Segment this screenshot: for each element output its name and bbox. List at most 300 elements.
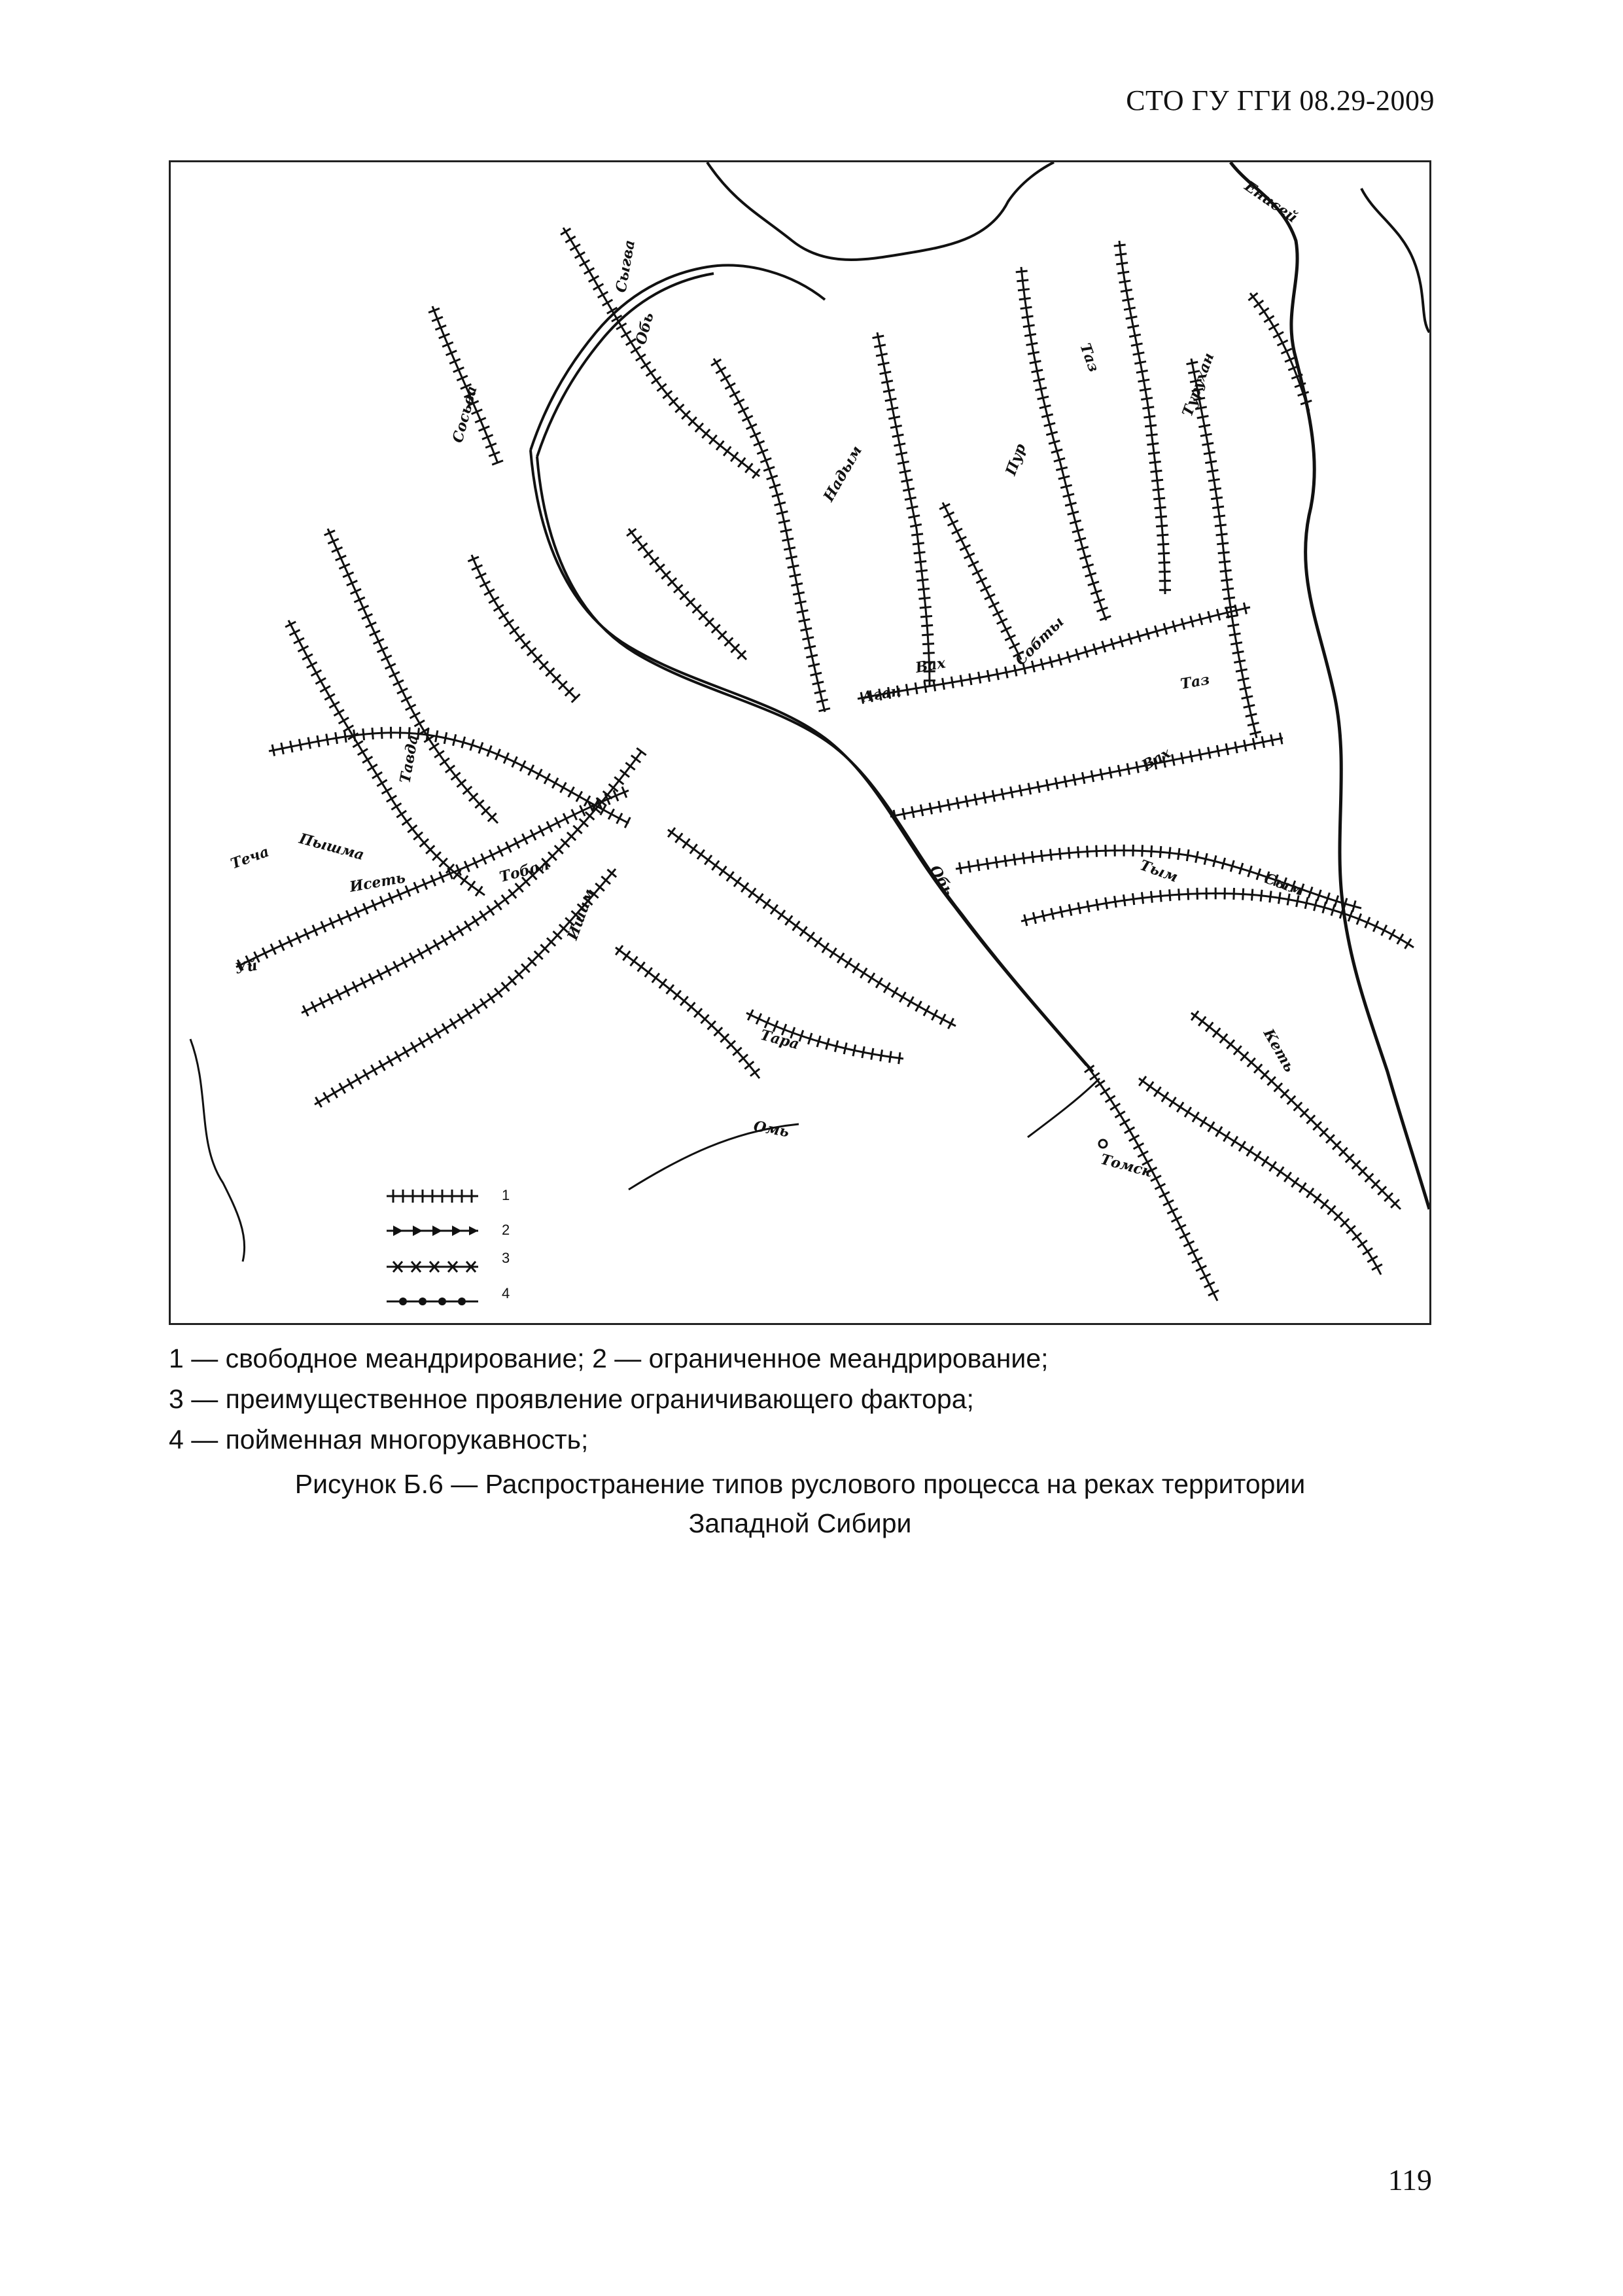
river-tick-mark bbox=[793, 592, 805, 595]
river-tick-mark bbox=[434, 940, 440, 950]
river-tick-mark bbox=[860, 968, 867, 978]
legend-item-1 bbox=[387, 1187, 510, 1203]
river-tick-mark bbox=[1162, 1092, 1168, 1102]
river-tick-mark bbox=[1204, 853, 1207, 865]
river-tick-mark bbox=[1208, 747, 1211, 759]
river-tick-mark bbox=[465, 1009, 472, 1019]
river-tick-mark bbox=[652, 377, 661, 384]
river-tick-mark bbox=[986, 858, 988, 870]
label-pur: Пур bbox=[1002, 441, 1030, 478]
river-tick-mark bbox=[906, 684, 908, 696]
river-tick-mark bbox=[1217, 609, 1219, 620]
label-tomsk: Томск bbox=[1098, 1150, 1154, 1181]
river-tick-mark bbox=[1019, 298, 1031, 299]
river-tick-mark bbox=[1254, 300, 1263, 308]
river-tick-mark bbox=[905, 497, 916, 500]
figure-caption-line-2: Западной Сибири bbox=[688, 1508, 912, 1538]
river-tick-mark bbox=[1278, 892, 1280, 904]
river-tick-mark bbox=[504, 620, 514, 626]
river-tick-mark bbox=[1240, 687, 1251, 690]
river-tick-mark bbox=[1142, 892, 1143, 904]
river-tick-mark bbox=[641, 362, 651, 368]
river-tick-mark bbox=[411, 1042, 417, 1053]
river-tick-mark bbox=[756, 894, 763, 903]
river-tick-mark bbox=[968, 861, 970, 873]
river-tick-mark bbox=[1124, 308, 1136, 309]
river-tick-mark bbox=[720, 375, 731, 381]
river-tick-mark bbox=[377, 780, 387, 786]
river-tick-mark bbox=[741, 883, 748, 892]
river-tick-mark bbox=[1106, 897, 1108, 909]
river-tick-mark bbox=[345, 731, 347, 743]
river-tick-mark bbox=[1042, 910, 1045, 922]
river-tick-mark bbox=[1357, 1241, 1367, 1248]
river-tick-mark bbox=[1039, 406, 1051, 408]
river-tick-mark bbox=[880, 372, 892, 374]
river-tick-mark bbox=[795, 601, 807, 604]
river-tick-mark bbox=[1011, 786, 1013, 798]
river-tick-mark bbox=[317, 735, 319, 747]
river-tick-mark bbox=[1087, 900, 1089, 912]
river-tick-mark bbox=[1106, 1096, 1115, 1103]
label-ob-mid: Обь bbox=[926, 862, 958, 899]
legend-caption-line-1: 1 — свободное меандрирование; 2 — ограниченное меандрирование; bbox=[169, 1343, 1049, 1373]
river-tick-mark bbox=[1153, 489, 1164, 490]
river-tick-mark bbox=[853, 1045, 856, 1057]
river-tick-mark bbox=[489, 597, 498, 603]
river-tick-mark bbox=[1016, 271, 1028, 272]
river-tick-mark bbox=[1219, 561, 1230, 563]
river-tick-mark bbox=[336, 732, 338, 744]
river-map-figure bbox=[169, 160, 1431, 1325]
river-tick-mark bbox=[790, 574, 801, 577]
river-tick-mark bbox=[1363, 1248, 1372, 1255]
river-tick-mark bbox=[1159, 562, 1170, 563]
river-tick-mark bbox=[683, 839, 690, 848]
river-tick-mark bbox=[881, 381, 893, 383]
river-tick-mark bbox=[1014, 854, 1016, 866]
label-tym: Тым bbox=[1137, 857, 1180, 887]
river-tick-mark bbox=[734, 877, 741, 887]
river-tick-mark bbox=[1235, 605, 1238, 616]
river-tick-mark bbox=[920, 616, 932, 617]
river-tick-mark bbox=[1005, 667, 1008, 679]
label-sosva: Сосьва bbox=[449, 384, 481, 445]
river-tick-mark bbox=[915, 682, 917, 694]
river-tick-mark bbox=[637, 748, 646, 755]
river-tick-mark bbox=[1211, 497, 1223, 499]
river-tick-mark bbox=[806, 655, 818, 658]
river-tick-mark bbox=[1197, 416, 1209, 418]
river-tick-mark bbox=[1056, 467, 1067, 470]
river-tick-mark bbox=[570, 244, 580, 250]
river-tick-mark bbox=[907, 506, 918, 509]
river-tick-mark bbox=[1023, 325, 1035, 327]
river-labels bbox=[228, 177, 1305, 1181]
river-tick-mark bbox=[402, 818, 411, 825]
river-tick-mark bbox=[876, 354, 888, 357]
river-tick-mark bbox=[1217, 745, 1219, 757]
river-tick-mark bbox=[908, 516, 920, 518]
river-tick-mark bbox=[1068, 847, 1070, 859]
river-tick-mark bbox=[1078, 902, 1081, 914]
river-tick-mark bbox=[1199, 749, 1202, 760]
river-tick-mark bbox=[371, 1065, 377, 1076]
river-tick-mark bbox=[1284, 1172, 1291, 1182]
river-tick-mark bbox=[623, 951, 630, 960]
river-tick-mark bbox=[633, 536, 642, 543]
river-tick-mark bbox=[453, 734, 456, 745]
river-tick-mark bbox=[561, 228, 570, 234]
river-tick-mark bbox=[419, 1038, 425, 1048]
river-tick-mark bbox=[1141, 398, 1153, 400]
river-tick-mark bbox=[1248, 723, 1259, 726]
label-tara: Тара bbox=[758, 1026, 801, 1053]
river-tick-mark bbox=[1226, 743, 1229, 755]
river-tick-mark bbox=[1148, 452, 1160, 453]
river-tick-mark bbox=[1270, 891, 1271, 903]
river-tick-mark bbox=[1277, 1167, 1283, 1176]
river-tick-mark bbox=[896, 453, 907, 455]
river-tick-mark bbox=[979, 672, 981, 684]
restricted-meandering-rivers bbox=[190, 1039, 1100, 1262]
river-tick-mark bbox=[960, 675, 962, 687]
legend-item-4 bbox=[387, 1285, 510, 1305]
river-tick-mark bbox=[885, 398, 897, 401]
river-tick-mark bbox=[1239, 1141, 1246, 1151]
river-tick-mark bbox=[347, 1078, 353, 1089]
river-tick-mark bbox=[575, 252, 585, 258]
river-tick-mark bbox=[580, 260, 590, 266]
river-tick-mark bbox=[727, 872, 734, 881]
river-tick-mark bbox=[808, 664, 820, 667]
river-tick-mark bbox=[956, 798, 959, 809]
label-ishim: Ишим bbox=[564, 887, 599, 943]
river-tick-mark bbox=[320, 686, 330, 692]
legend-captions bbox=[169, 1338, 1431, 1460]
river-tick-mark bbox=[716, 367, 725, 373]
river-tick-mark bbox=[791, 584, 803, 586]
river-tick-mark bbox=[1170, 1097, 1176, 1107]
river-tick-mark bbox=[947, 799, 950, 811]
river-tick-mark bbox=[1060, 906, 1062, 918]
river-tick-mark bbox=[1041, 850, 1042, 862]
map-legend bbox=[387, 1187, 510, 1305]
river-tick-mark bbox=[1127, 763, 1130, 775]
river-tick-mark bbox=[918, 588, 930, 590]
river-tick-mark bbox=[363, 1069, 369, 1080]
north-coastline bbox=[707, 162, 1054, 260]
river-tick-mark bbox=[631, 957, 638, 966]
river-tick-mark bbox=[379, 1061, 385, 1071]
label-taz-north: Таз bbox=[1076, 341, 1103, 375]
river-tick-mark bbox=[913, 543, 924, 544]
river-tick-mark bbox=[495, 900, 502, 910]
river-tick-mark bbox=[1160, 846, 1161, 858]
river-tick-mark bbox=[464, 921, 471, 931]
river-tick-mark bbox=[339, 718, 349, 724]
river-tick-mark bbox=[382, 788, 393, 794]
river-tick-mark bbox=[845, 958, 852, 968]
river-tick-mark bbox=[1208, 1122, 1215, 1131]
river-tick-mark bbox=[1187, 849, 1189, 861]
river-tick-mark bbox=[1028, 352, 1039, 354]
legend-number-4: 4 bbox=[502, 1285, 510, 1301]
river-tick-mark bbox=[299, 739, 302, 751]
river-tick-mark bbox=[1146, 434, 1158, 436]
river-tick-mark bbox=[1136, 370, 1148, 372]
river-tick-mark bbox=[853, 963, 860, 973]
legend-caption-line-2: 3 — преимущественное проявление ограничивающего фактора; bbox=[169, 1384, 974, 1414]
river-tick-mark bbox=[1268, 324, 1279, 330]
figure-caption bbox=[169, 1464, 1431, 1543]
river-tick-mark bbox=[822, 943, 829, 953]
river-tick-mark bbox=[1134, 361, 1146, 363]
legend-number-3: 3 bbox=[502, 1250, 510, 1266]
label-ket: Кеть bbox=[1259, 1026, 1299, 1076]
river-tick-mark bbox=[616, 945, 623, 955]
river-tick-mark bbox=[914, 552, 926, 554]
river-tick-mark bbox=[625, 763, 635, 770]
river-tick-mark bbox=[646, 369, 656, 376]
river-tick-mark bbox=[690, 844, 697, 853]
river-tick-mark bbox=[917, 579, 929, 580]
river-tick-mark bbox=[1064, 776, 1067, 788]
river-tick-mark bbox=[1208, 479, 1220, 481]
label-sobty: Собты bbox=[1011, 613, 1068, 669]
river-tick-mark bbox=[1155, 507, 1166, 508]
river-tick-mark bbox=[1231, 1137, 1238, 1146]
river-tick-mark bbox=[1100, 769, 1103, 781]
river-tick-mark bbox=[748, 888, 756, 897]
river-tick-mark bbox=[1178, 848, 1179, 860]
river-tick-mark bbox=[918, 597, 930, 599]
river-map-svg bbox=[171, 162, 1429, 1323]
river-tick-mark bbox=[1220, 571, 1232, 572]
river-tick-mark bbox=[372, 772, 382, 779]
river-tick-mark bbox=[1155, 516, 1167, 518]
river-tick-mark bbox=[738, 458, 745, 467]
river-tick-mark bbox=[1129, 1135, 1140, 1141]
river-tick-mark bbox=[1091, 770, 1094, 782]
river-tick-mark bbox=[1138, 380, 1149, 381]
river-tick-mark bbox=[414, 720, 425, 726]
river-tick-mark bbox=[1014, 665, 1017, 677]
river-tick-mark bbox=[782, 539, 794, 541]
river-tick-mark bbox=[1216, 534, 1228, 535]
river-tick-mark bbox=[1181, 752, 1183, 764]
river-tick-mark bbox=[1156, 525, 1168, 527]
river-tick-mark bbox=[745, 463, 752, 472]
label-vakh2: Вах bbox=[1139, 744, 1174, 775]
river-tick-mark bbox=[777, 512, 788, 514]
river-tick-mark bbox=[363, 728, 364, 740]
river-tick-mark bbox=[1114, 896, 1116, 908]
river-tick-mark bbox=[1212, 506, 1224, 508]
river-tick-mark bbox=[1397, 934, 1403, 944]
river-tick-mark bbox=[427, 1033, 432, 1043]
river-tick-mark bbox=[837, 953, 844, 963]
river-tick-mark bbox=[1249, 732, 1261, 734]
river-tick-mark bbox=[921, 625, 933, 626]
river-tick-mark bbox=[1073, 774, 1076, 786]
river-tick-mark bbox=[1143, 416, 1155, 417]
river-tick-mark bbox=[1132, 893, 1134, 905]
river-tick-mark bbox=[1280, 733, 1282, 745]
river-tick-mark bbox=[892, 987, 898, 997]
tomsk-city-marker bbox=[1099, 1140, 1107, 1148]
river-tick-mark bbox=[1185, 1107, 1191, 1117]
river-tick-mark bbox=[788, 565, 799, 568]
river-tick-mark bbox=[487, 993, 495, 1003]
river-tick-mark bbox=[818, 709, 829, 711]
label-ui: Уй bbox=[234, 957, 259, 978]
river-tick-mark bbox=[1041, 659, 1043, 670]
river-tick-mark bbox=[1230, 643, 1242, 645]
river-tick-mark bbox=[705, 855, 712, 864]
river-tick-mark bbox=[697, 850, 705, 859]
river-tick-mark bbox=[324, 694, 335, 700]
river-tick-mark bbox=[1247, 1146, 1253, 1156]
river-tick-mark bbox=[1058, 476, 1070, 479]
river-tick-mark bbox=[1238, 679, 1249, 681]
label-agan: Аган bbox=[860, 682, 903, 706]
river-tick-mark bbox=[1032, 661, 1034, 673]
river-tick-mark bbox=[480, 998, 487, 1008]
river-tick-mark bbox=[1151, 845, 1152, 857]
river-tick-mark bbox=[844, 1043, 846, 1055]
river-tick-mark bbox=[1050, 849, 1051, 860]
river-tick-mark bbox=[778, 520, 790, 523]
river-tick-mark bbox=[1232, 652, 1244, 654]
river-tick-mark bbox=[334, 710, 343, 716]
river-tick-mark bbox=[1115, 254, 1126, 255]
river-tick-mark bbox=[899, 992, 905, 1002]
river-tick-mark bbox=[871, 1048, 873, 1060]
river-tick-mark bbox=[1060, 485, 1072, 487]
river-tick-mark bbox=[912, 806, 915, 818]
legend-item-3 bbox=[387, 1250, 510, 1272]
legend-number-1: 1 bbox=[502, 1187, 510, 1203]
legend-caption-line-3: 4 — пойменная многорукавность; bbox=[169, 1424, 589, 1455]
river-tick-mark bbox=[888, 417, 900, 419]
river-tick-mark bbox=[631, 347, 640, 353]
river-tick-mark bbox=[1191, 1011, 1198, 1020]
river-tick-mark bbox=[308, 737, 310, 749]
river-tick-mark bbox=[1254, 1152, 1261, 1161]
river-tick-mark bbox=[1026, 343, 1038, 345]
river-tick-mark bbox=[1223, 1131, 1230, 1141]
river-tick-mark bbox=[785, 915, 792, 925]
river-tick-mark bbox=[814, 690, 826, 693]
river-tick-mark bbox=[1032, 851, 1033, 863]
river-tick-mark bbox=[923, 653, 935, 654]
river-tick-mark bbox=[450, 1019, 457, 1029]
river-tick-mark bbox=[801, 628, 812, 631]
river-tick-mark bbox=[899, 1052, 900, 1064]
river-tick-mark bbox=[1243, 889, 1244, 900]
river-tick-mark bbox=[874, 345, 886, 347]
river-tick-mark bbox=[1261, 890, 1262, 902]
river-tick-mark bbox=[969, 673, 971, 685]
river-tick-mark bbox=[862, 1046, 864, 1058]
river-tick-mark bbox=[920, 805, 923, 817]
river-tick-mark bbox=[381, 727, 382, 739]
river-tick-mark bbox=[332, 1087, 338, 1098]
river-tick-mark bbox=[1120, 1120, 1130, 1125]
label-ob-north: Обь bbox=[632, 310, 657, 347]
river-tick-mark bbox=[1367, 1256, 1377, 1262]
river-tick-mark bbox=[589, 276, 599, 282]
river-tick-mark bbox=[951, 677, 953, 688]
river-tick-mark bbox=[434, 1029, 440, 1038]
river-tick-mark bbox=[725, 383, 735, 389]
river-tick-mark bbox=[1100, 1088, 1110, 1095]
river-tick-mark bbox=[830, 948, 837, 958]
river-tick-mark bbox=[1244, 705, 1255, 707]
river-tick-mark bbox=[1305, 897, 1308, 909]
river-tick-mark bbox=[1129, 334, 1141, 337]
river-tick-mark bbox=[812, 682, 824, 684]
river-tick-mark bbox=[1033, 379, 1045, 381]
label-iset: Исеть bbox=[348, 869, 407, 896]
river-tick-mark bbox=[1262, 1156, 1268, 1166]
figure-caption-line-1: Рисунок Б.6 — Распространение типов руслового процесса на реках территории bbox=[294, 1469, 1306, 1499]
river-tick-mark bbox=[1291, 1178, 1299, 1187]
river-tick-mark bbox=[811, 673, 822, 675]
river-tick-mark bbox=[1033, 912, 1036, 924]
river-tick-mark bbox=[1151, 470, 1162, 472]
river-tick-mark bbox=[1207, 470, 1219, 472]
river-tick-mark bbox=[1196, 851, 1198, 863]
river-tick-mark bbox=[1253, 738, 1255, 750]
river-tick-mark bbox=[1205, 461, 1217, 463]
river-tick-mark bbox=[1202, 443, 1213, 445]
river-tick-mark bbox=[1222, 588, 1234, 590]
river-tick-mark bbox=[903, 808, 905, 820]
river-tick-mark bbox=[1035, 387, 1047, 390]
river-tick-mark bbox=[780, 529, 792, 532]
river-tick-mark bbox=[403, 1047, 409, 1057]
label-enisei: Енисей bbox=[1241, 177, 1300, 226]
river-tick-mark bbox=[711, 359, 721, 365]
river-tick-mark bbox=[494, 605, 504, 611]
river-tick-mark bbox=[442, 935, 447, 945]
river-tick-mark bbox=[1190, 751, 1193, 762]
river-tick-mark bbox=[602, 300, 613, 306]
river-tick-mark bbox=[800, 927, 807, 936]
river-tick-mark bbox=[1115, 1112, 1125, 1118]
river-tick-mark bbox=[340, 1083, 345, 1093]
river-tick-mark bbox=[387, 1056, 393, 1067]
river-tick-mark bbox=[1096, 845, 1097, 857]
river-tick-mark bbox=[498, 612, 508, 619]
river-tick-mark bbox=[458, 1014, 464, 1023]
river-tick-mark bbox=[868, 973, 875, 983]
river-tick-mark bbox=[1032, 370, 1043, 372]
river-tick-mark bbox=[1210, 488, 1221, 490]
river-tick-mark bbox=[442, 1023, 448, 1033]
river-tick-mark bbox=[1087, 845, 1088, 857]
river-tick-mark bbox=[1314, 900, 1317, 911]
river-tick-mark bbox=[1038, 397, 1049, 399]
river-tick-mark bbox=[966, 796, 968, 807]
river-tick-mark bbox=[898, 461, 909, 464]
river-tick-mark bbox=[358, 749, 368, 754]
river-tick-mark bbox=[1227, 624, 1239, 626]
river-tick-mark bbox=[1125, 1127, 1135, 1133]
river-tick-mark bbox=[1051, 908, 1054, 920]
